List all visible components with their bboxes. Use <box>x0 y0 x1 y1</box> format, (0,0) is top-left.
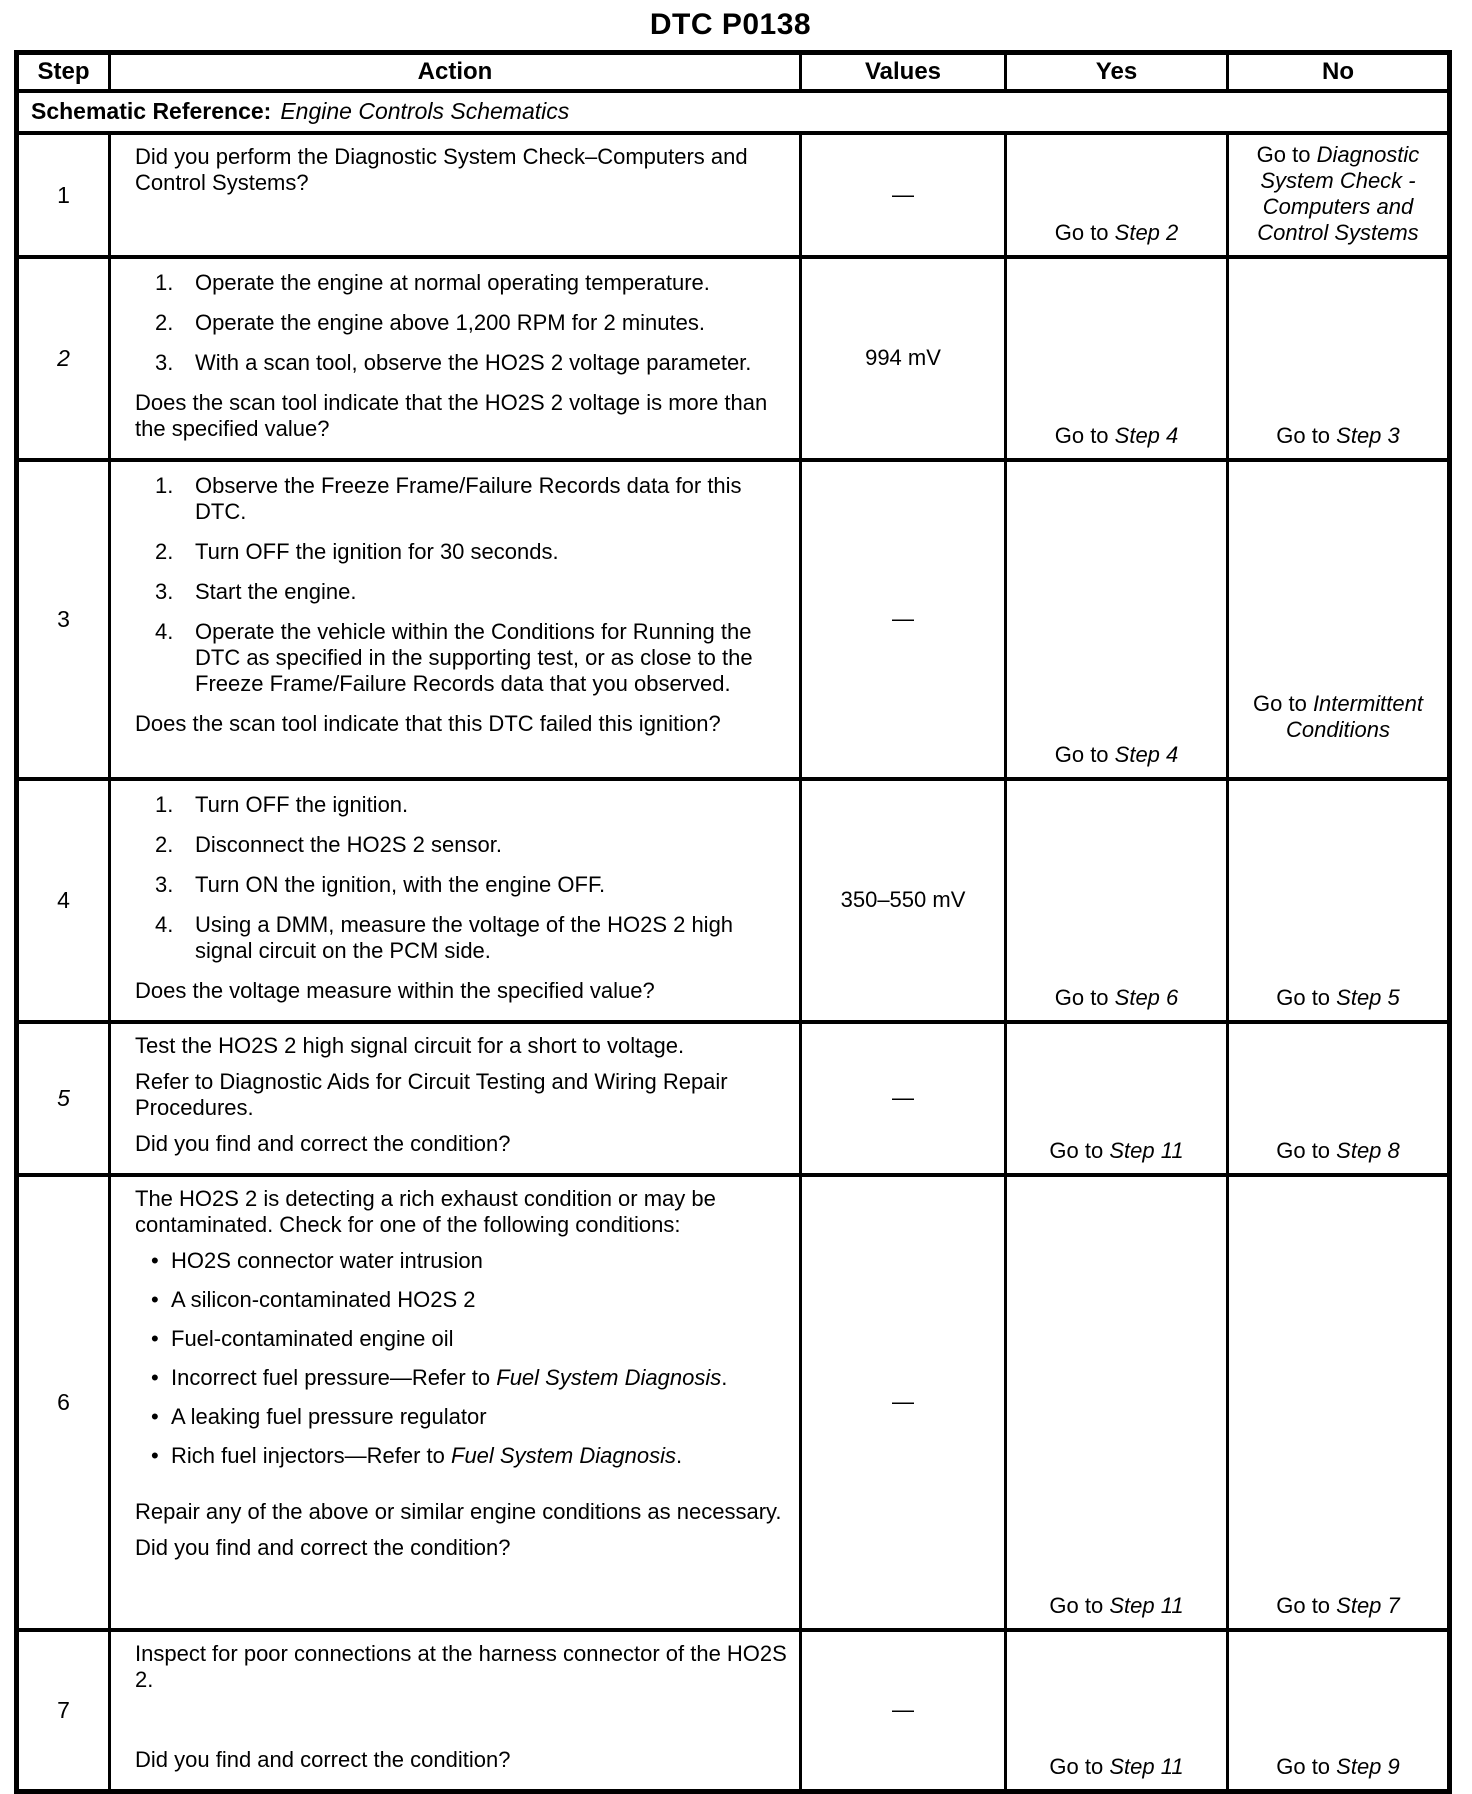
text-run: Test the HO2S 2 high signal circuit for a short to voltage. <box>135 1032 685 1058</box>
goto-text <box>1015 220 1218 246</box>
step-number: 7 <box>57 1697 70 1723</box>
values-text: — <box>892 1697 914 1722</box>
text-run: Incorrect fuel pressure—Refer to <box>171 1364 497 1390</box>
bullet-icon: • <box>151 1364 159 1390</box>
schematic-reference-cell <box>17 91 1450 133</box>
list-item-text <box>195 619 787 697</box>
action-paragraph <box>135 1535 787 1561</box>
text-run: Rich fuel injectors—Refer to <box>171 1442 451 1468</box>
values-text: 350–550 mV <box>840 887 966 912</box>
yes-cell <box>1006 133 1228 257</box>
goto-target: Step 4 <box>1114 422 1179 448</box>
action-paragraph <box>135 978 787 1004</box>
col-header-yes: Yes <box>1006 53 1228 91</box>
table-row <box>17 460 1450 779</box>
text-run: Does the voltage measure within the specified value? <box>135 977 655 1003</box>
action-cell <box>110 1175 801 1630</box>
step-cell <box>17 1022 110 1175</box>
list-item <box>135 1326 787 1352</box>
goto-prefix: Go to <box>1276 422 1337 448</box>
values-text: — <box>892 1085 914 1110</box>
goto-prefix: Go to <box>1276 1137 1337 1163</box>
goto-target: Step 6 <box>1114 984 1179 1010</box>
values-cell <box>801 257 1006 460</box>
action-paragraph <box>135 1033 787 1059</box>
text-run: Observe the Freeze Frame/Failure Records data for this DTC. <box>195 472 742 524</box>
goto-prefix: Go to <box>1049 1137 1110 1163</box>
goto-prefix: Go to <box>1276 1592 1337 1618</box>
list-number: 4. <box>155 911 174 937</box>
list-number: 1. <box>155 269 174 295</box>
schematic-reference-row <box>17 91 1450 133</box>
text-run: A silicon-contaminated HO2S 2 <box>171 1286 476 1312</box>
table-row <box>17 133 1450 257</box>
header-row <box>17 53 1450 91</box>
goto-target: Diagnostic System Check - Computers and Control Systems <box>1257 141 1420 245</box>
values-cell <box>801 1175 1006 1630</box>
goto-text <box>1015 742 1218 768</box>
action-paragraph <box>135 1747 787 1773</box>
list-item <box>135 1248 787 1274</box>
goto-target: Step 3 <box>1336 422 1400 448</box>
page-title: DTC P0138 <box>649 8 812 41</box>
list-item-text <box>195 310 787 336</box>
no-cell <box>1228 1630 1450 1792</box>
no-cell <box>1228 460 1450 779</box>
goto-text <box>1015 1138 1218 1164</box>
list-number: 4. <box>155 618 174 644</box>
goto-prefix: Go to <box>1276 1753 1337 1779</box>
action-paragraph <box>135 1186 787 1238</box>
goto-prefix: Go to <box>1054 219 1115 245</box>
bullet-icon: • <box>151 1286 159 1312</box>
text-run: Refer to Diagnostic Aids for Circuit Testing and Wiring Repair Procedures. <box>135 1068 728 1120</box>
list-item-text <box>195 539 787 565</box>
list-item-text <box>171 1248 787 1274</box>
values-cell <box>801 1630 1006 1792</box>
list-item-text <box>195 270 787 296</box>
values-text: 994 mV <box>865 345 941 370</box>
goto-target: Step 2 <box>1114 219 1179 245</box>
action-cell <box>110 1630 801 1792</box>
list-item-text <box>195 912 787 964</box>
goto-target: Step 11 <box>1109 1753 1184 1779</box>
col-header-no: No <box>1228 53 1450 91</box>
goto-text <box>1237 985 1439 1011</box>
yes-cell <box>1006 779 1228 1022</box>
bullet-icon: • <box>151 1247 159 1273</box>
list-item-text <box>171 1326 787 1352</box>
text-run: Inspect for poor connections at the harness connector of the HO2S 2. <box>135 1640 787 1692</box>
step-number: 4 <box>57 887 70 913</box>
list-item-text <box>195 832 787 858</box>
goto-prefix: Go to <box>1054 741 1115 767</box>
text-run: . <box>721 1364 728 1390</box>
text-run: Turn OFF the ignition for 30 seconds. <box>195 538 559 564</box>
values-text: — <box>892 181 914 207</box>
list-number: 1. <box>155 472 174 498</box>
goto-target: Step 11 <box>1109 1592 1184 1618</box>
values-text: — <box>892 606 914 631</box>
step-cell <box>17 257 110 460</box>
text-run: . <box>675 1442 683 1468</box>
goto-text <box>1237 691 1439 743</box>
text-run: Turn ON the ignition, with the engine OFF. <box>195 871 606 897</box>
action-paragraph <box>135 1499 787 1525</box>
action-cell <box>110 257 801 460</box>
goto-text <box>1015 1754 1218 1780</box>
document-page <box>0 8 1472 1779</box>
table-row <box>17 1022 1450 1175</box>
no-cell <box>1228 1022 1450 1175</box>
no-cell <box>1228 1175 1450 1630</box>
bullet-icon: • <box>151 1403 159 1429</box>
list-item-text <box>171 1404 787 1430</box>
goto-prefix: Go to <box>1054 984 1115 1010</box>
table-row <box>17 1175 1450 1630</box>
goto-text <box>1237 423 1439 449</box>
bullet-icon: • <box>151 1442 159 1468</box>
step-cell <box>17 1175 110 1630</box>
list-item-text <box>195 579 787 605</box>
goto-target: Intermittent Conditions <box>1286 690 1423 742</box>
goto-prefix: Go to <box>1054 422 1115 448</box>
step-number: 1 <box>57 181 70 208</box>
goto-target: Step 4 <box>1114 741 1179 767</box>
schematic-reference-label: Schematic Reference: <box>31 98 272 124</box>
yes-cell <box>1006 1630 1228 1792</box>
list-item-text <box>171 1443 787 1469</box>
no-cell <box>1228 133 1450 257</box>
goto-prefix: Go to <box>1049 1753 1110 1779</box>
values-cell <box>801 133 1006 257</box>
no-cell <box>1228 779 1450 1022</box>
text-run: Start the engine. <box>195 578 357 604</box>
list-number: 2. <box>155 309 174 335</box>
text-run: Does the scan tool indicate that the HO2S 2 voltage is more than the specified value? <box>135 389 768 441</box>
yes-cell <box>1006 257 1228 460</box>
values-text: — <box>892 1389 914 1414</box>
list-item-text <box>195 473 787 525</box>
action-paragraph <box>135 711 787 737</box>
list-item <box>135 1287 787 1313</box>
action-paragraph <box>135 1131 787 1157</box>
goto-prefix: Go to <box>1276 984 1337 1010</box>
step-cell <box>17 779 110 1022</box>
list-item-text <box>195 792 787 818</box>
list-item <box>135 539 787 565</box>
step-cell <box>17 1630 110 1792</box>
step-number: 5 <box>57 1085 70 1111</box>
list-item <box>135 270 787 296</box>
values-cell <box>801 779 1006 1022</box>
text-run: Did you perform the Diagnostic System Check–Computers and Control Systems? <box>135 143 748 195</box>
text-run: Repair any of the above or similar engine conditions as necessary. <box>135 1498 782 1524</box>
action-cell <box>110 133 801 257</box>
numbered-list <box>135 473 787 697</box>
list-number: 3. <box>155 349 174 375</box>
list-item <box>135 619 787 697</box>
step-number: 3 <box>57 606 70 632</box>
list-item <box>135 832 787 858</box>
goto-text <box>1015 985 1218 1011</box>
bullet-list <box>135 1248 787 1469</box>
yes-cell <box>1006 460 1228 779</box>
list-item-text <box>171 1365 787 1391</box>
goto-text <box>1015 1593 1218 1619</box>
list-number: 2. <box>155 538 174 564</box>
col-header-action: Action <box>110 53 801 91</box>
list-item <box>135 1443 787 1469</box>
list-item <box>135 792 787 818</box>
bullet-icon: • <box>151 1325 159 1351</box>
text-run: Fuel System Diagnosis <box>496 1364 722 1390</box>
text-run: Fuel-contaminated engine oil <box>171 1325 454 1351</box>
text-run: Disconnect the HO2S 2 sensor. <box>195 831 502 857</box>
goto-text <box>1237 1138 1439 1164</box>
action-paragraph <box>135 144 787 196</box>
goto-text <box>1237 1754 1439 1780</box>
action-paragraph <box>135 390 787 442</box>
yes-cell <box>1006 1022 1228 1175</box>
list-item-text <box>171 1287 787 1313</box>
table-row <box>17 1630 1450 1792</box>
goto-text <box>1015 423 1218 449</box>
action-paragraph <box>135 1069 787 1121</box>
action-cell <box>110 460 801 779</box>
step-number: 2 <box>57 345 70 371</box>
text-run: The HO2S 2 is detecting a rich exhaust condition or may be contaminated. Check for one of the following conditions: <box>135 1185 716 1237</box>
step-number: 6 <box>57 1389 70 1415</box>
text-run: Did you find and correct the condition? <box>135 1746 511 1772</box>
list-item-text <box>195 872 787 898</box>
goto-target: Step 5 <box>1336 984 1400 1010</box>
goto-prefix: Go to <box>1256 141 1317 167</box>
steps-body <box>17 133 1450 1792</box>
goto-text <box>1237 142 1439 246</box>
list-item <box>135 872 787 898</box>
list-number: 1. <box>155 791 174 817</box>
numbered-list <box>135 792 787 964</box>
goto-prefix: Go to <box>1049 1592 1110 1618</box>
step-cell <box>17 133 110 257</box>
goto-prefix: Go to <box>1253 690 1313 716</box>
text-run: Does the scan tool indicate that this DTC failed this ignition? <box>135 710 721 736</box>
list-number: 2. <box>155 831 174 857</box>
schematic-reference-value: Engine Controls Schematics <box>280 98 570 124</box>
dtc-table <box>14 50 1452 1794</box>
values-cell <box>801 460 1006 779</box>
goto-text <box>1237 1593 1439 1619</box>
list-item <box>135 1404 787 1430</box>
goto-target: Step 7 <box>1336 1592 1400 1618</box>
text-run: A leaking fuel pressure regulator <box>171 1403 487 1429</box>
text-run: Operate the engine at normal operating temperature. <box>195 269 710 295</box>
action-paragraph <box>135 1641 787 1693</box>
list-item <box>135 1365 787 1391</box>
list-item <box>135 473 787 525</box>
yes-cell <box>1006 1175 1228 1630</box>
text-run: Did you find and correct the condition? <box>135 1130 511 1156</box>
action-cell <box>110 779 801 1022</box>
list-item-text <box>195 350 787 376</box>
list-number: 3. <box>155 871 174 897</box>
list-item <box>135 579 787 605</box>
text-run: Operate the vehicle within the Conditions for Running the DTC as specified in the supporting test, or as close to the Freeze Frame/Failure Records data that you observed. <box>195 618 753 696</box>
goto-target: Step 11 <box>1109 1137 1184 1163</box>
col-header-step: Step <box>17 53 110 91</box>
step-cell <box>17 460 110 779</box>
list-number: 3. <box>155 578 174 604</box>
table-row <box>17 779 1450 1022</box>
numbered-list <box>135 270 787 376</box>
list-item <box>135 350 787 376</box>
text-run: HO2S connector water intrusion <box>171 1247 483 1273</box>
text-run: Fuel System Diagnosis <box>451 1442 676 1468</box>
text-run: Turn OFF the ignition. <box>195 791 409 817</box>
col-header-values: Values <box>801 53 1006 91</box>
text-run: Operate the engine above 1,200 RPM for 2 minutes. <box>195 309 705 335</box>
text-run: Using a DMM, measure the voltage of the HO2S 2 high signal circuit on the PCM side. <box>195 911 734 963</box>
list-item <box>135 912 787 964</box>
action-cell <box>110 1022 801 1175</box>
goto-target: Step 9 <box>1336 1753 1400 1779</box>
no-cell <box>1228 257 1450 460</box>
table-row <box>17 257 1450 460</box>
text-run: Did you find and correct the condition? <box>135 1534 511 1560</box>
values-cell <box>801 1022 1006 1175</box>
list-item <box>135 310 787 336</box>
goto-target: Step 8 <box>1336 1137 1400 1163</box>
text-run: With a scan tool, observe the HO2S 2 voltage parameter. <box>195 349 752 375</box>
